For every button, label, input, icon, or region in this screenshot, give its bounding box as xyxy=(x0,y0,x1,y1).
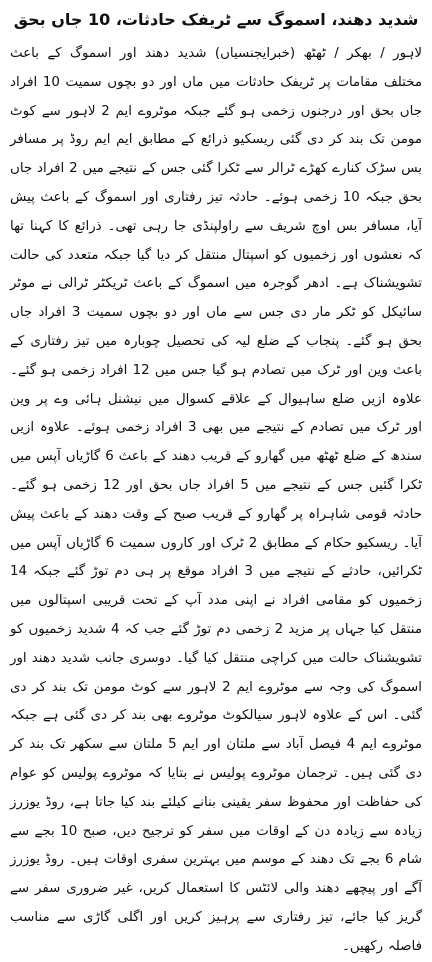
article-paragraph: لاہور / بھکر / ٹھٹھ (خبرایجنسیاں) شدید دھند اور اسموگ کے باعث مختلف مقامات پر ٹریفک حادثات میں ماں اور دو بچوں سمیت 10 افراد جاں بحق اور درجنوں زخمی ہو گئے جبکہ موٹروے ایم 2 لاہور سے کوٹ مومن تک بند کر دی گئی ریسکیو ذرائع کے مطابق ایم ایم روڈ پر مسافر بس سڑک کنارے کھڑے ٹرالر سے ٹکرا گئی جس کے نتیجے میں 2 افراد جاں بحق جبکہ 10 زخمی ہوئے۔ حادثہ تیز رفتاری اور اسموگ کے باعث پیش آیا، مسافر بس اوچ شریف سے راولپنڈی جا رہی تھی۔ ذرائع کا کہنا تھا کہ نعشوں اور زخمیوں کو اسپتال منتقل کر دیا گیا جبکہ متعدد کی حالت تشویشناک ہے۔ ادھر گوجرہ میں اسموگ کے باعث ٹریکٹر ٹرالی نے موٹر سائیکل کو ٹکر مار دی جس سے ماں اور دو بچوں سمیت 3 افراد جاں بحق ہو گئے۔ پنجاب کے ضلع لیہ کی تحصیل چوبارہ میں تیز رفتاری کے باعث وین اور ٹرک میں تصادم ہو گیا جس میں 12 افراد زخمی ہو گئے۔ علاوہ ازیں ضلع ساہیوال کے علاقے کسوال میں نیشنل ہائی وے پر وین اور ٹرک میں تصادم کے نتیجے میں بھی 3 افراد زخمی ہوئے۔ علاوہ ازیں سندھ کے ضلع ٹھٹھ میں گھارو کے قریب دھند کے باعث 6 گاڑیاں آپس میں ٹکرا گئیں جس کے نتیجے میں 5 افراد جاں بحق اور 12 زخمی ہو گئے۔ حادثہ قومی شاہراہ پر گھارو کے قریب صبح کے وقت دھند کے باعث پیش آیا۔ ریسکیو حکام کے مطابق 2 ٹرک اور کاروں سمیت 6 گاڑیاں آپس میں ٹکرائیں، حادثے کے نتیجے میں 3 افراد موقع پر ہی دم توڑ گئے جبکہ 14 زخمیوں کو مقامی افراد نے اپنی مدد آپ کے تحت قریبی اسپتالوں میں منتقل کیا جہاں پر مزید 2 زخمی دم توڑ گئے جب کہ 4 شدید زخمیوں کو تشویشناک حالت میں کراچی منتقل کیا گیا۔ دوسری جانب شدید دھند اور اسموگ کی وجہ سے موٹروے ایم 2 لاہور سے کوٹ مومن تک بند کر دی گئی۔ اس کے علاوہ لاہور سیالکوٹ موٹروے بھی بند کر دی گئی ہے جبکہ موٹروے ایم 4 فیصل آباد سے ملتان اور ایم 5 ملتان سے سکھر تک بند کر دی گئی ہیں۔ ترجمان موٹروے پولیس نے بتایا کہ موٹروے پولیس کو عوام کی حفاظت اور محفوظ سفر یقینی بنانے کیلئے بند کیا جاتا ہے، روڈ یوزرز زیادہ سے زیادہ دن کے اوقات میں سفر کو ترجیح دیں، صبح 10 بجے سے شام 6 بجے تک دھند کے موسم میں بہترین سفری اوقات ہیں۔ روڈ یوزرز آگے اور پیچھے دھند والی لائٹس کا استعمال کریں، غیر ضروری سفر سے گریز کیا جائے، تیز رفتاری سے پرہیز کریں اور اگلی گاڑی سے مناسب فاصلہ رکھیں۔ xyxy=(10,46,423,954)
article-body xyxy=(10,40,422,962)
article-headline: شدید دھند، اسموگ سے ٹریفک حادثات، 10 جاں بحق xyxy=(13,10,419,29)
